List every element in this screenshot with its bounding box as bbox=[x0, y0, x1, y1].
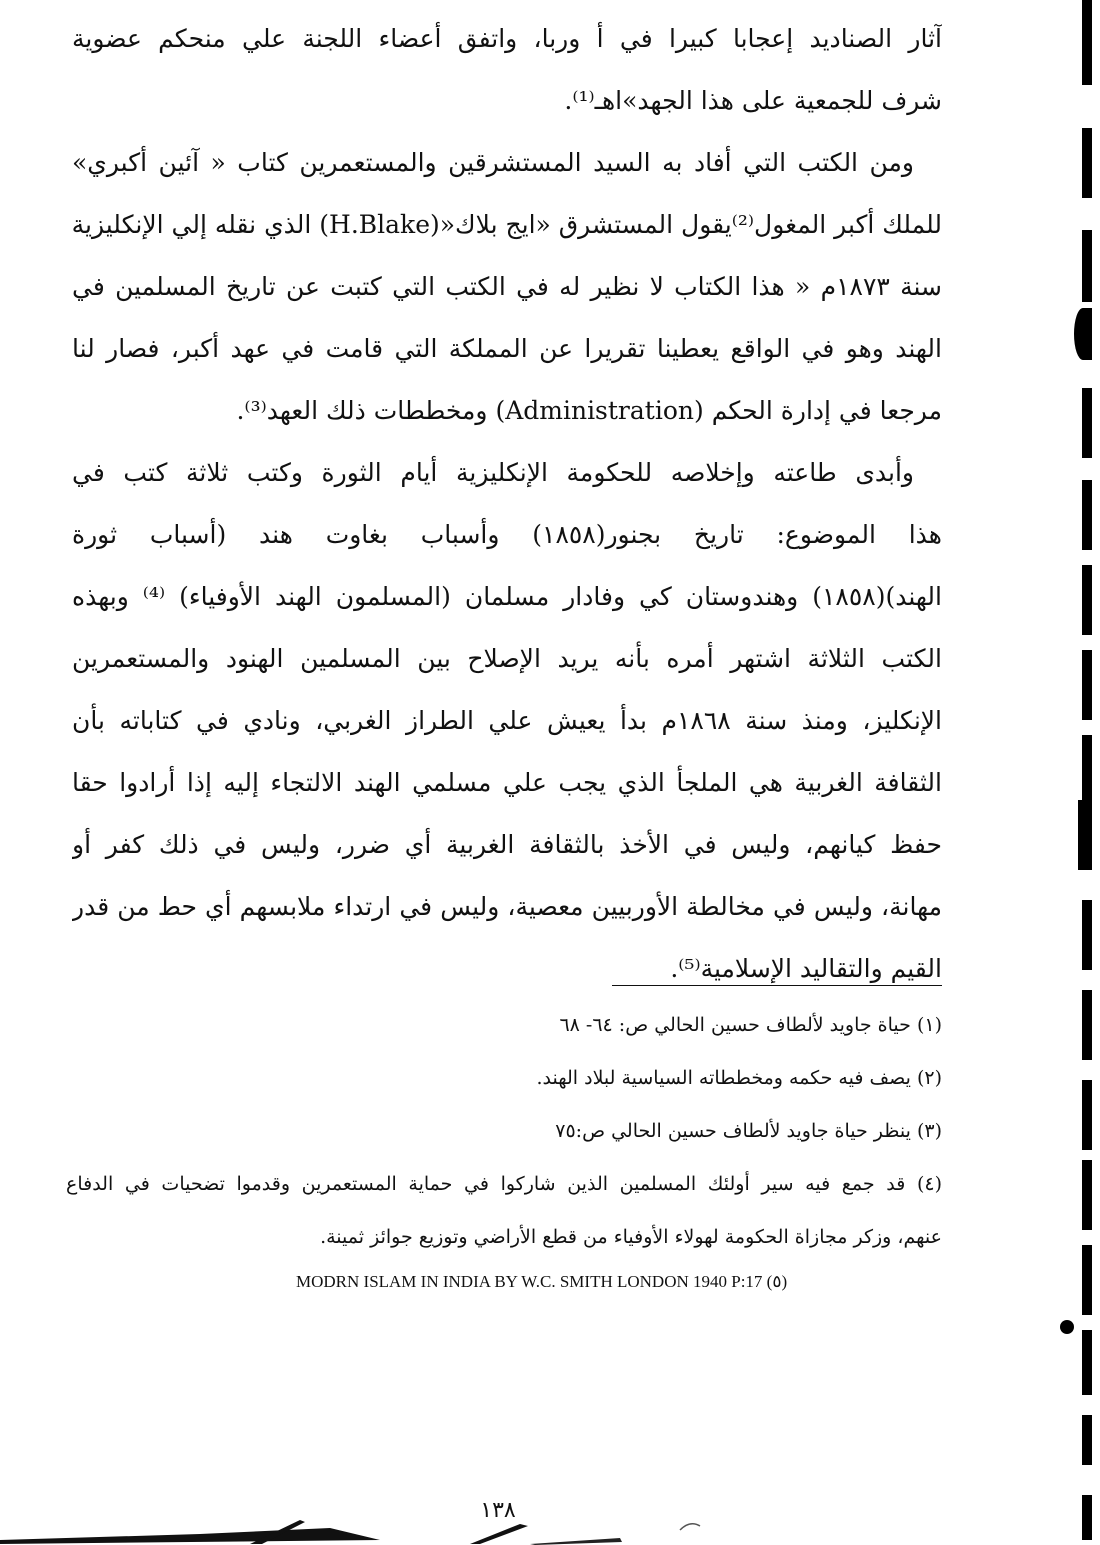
body-line: الكتب الثلاثة اشتهر أمره بأنه يريد الإصلاح بين المسلمين الهنود والمستعمرين bbox=[72, 644, 942, 673]
body-line: ومن الكتب التي أفاد به السيد المستشرقين والمستعمرين كتاب « آئين أكبري» bbox=[72, 148, 914, 177]
body-line: الإنكليز، ومنذ سنة ١٨٦٨م بدأ يعيش علي الطراز الغربي، ونادي في كتاباته بأن bbox=[72, 706, 942, 735]
body-line: حفظ كيانهم، وليس في الأخذ بالثقافة الغربية أي ضرر، وليس في ذلك كفر أو bbox=[72, 830, 942, 859]
footnote-1: (١) حياة جاويد لألطاف حسين الحالي ص: ٦٤- ٦٨ bbox=[559, 1014, 942, 1036]
body-line: القيم والتقاليد الإسلامية⁽⁵⁾. bbox=[670, 954, 942, 983]
footnote-5: MODRN ISLAM IN INDIA BY W.C. SMITH LONDON 1940 P:17 (٥) bbox=[296, 1272, 788, 1291]
body-line: الثقافة الغربية هي الملجأ الذي يجب علي مسلمي الهند الالتجاء إليه إذا أرادوا حقا bbox=[72, 768, 942, 797]
body-line: شرف للجمعية على هذا الجهد»اهـ⁽¹⁾. bbox=[564, 86, 942, 115]
body-line: مرجعا في إدارة الحكم (Administration) ومخططات ذلك العهد⁽³⁾. bbox=[236, 396, 942, 425]
footnotes bbox=[66, 1000, 942, 1305]
footnote-2: (٢) يصف فيه حكمه ومخططاته السياسية لبلاد الهند. bbox=[536, 1067, 942, 1089]
body-line: آثار الصناديد إعجابا كبيرا في أ وربا، واتفق أعضاء اللجنة علي منحكم عضوية bbox=[72, 24, 942, 53]
body-line: سنة ١٨٧٣م « هذا الكتاب لا نظير له في الكتب التي كتبت عن تاريخ المسلمين في bbox=[72, 272, 942, 301]
body-line: الهند وهو في الواقع يعطينا تقريرا عن المملكة التي قامت في عهد أكبر، فصار لنا bbox=[72, 334, 942, 363]
body-text bbox=[72, 8, 942, 1000]
body-line: مهانة، وليس في مخالطة الأوربيين معصية، وليس في ارتداء ملابسهم أي حط من قدر bbox=[72, 892, 942, 921]
footnote-3: (٣) ينظر حياة جاويد لألطاف حسين الحالي ص:٧٥ bbox=[555, 1120, 942, 1142]
footnote-separator bbox=[612, 985, 942, 986]
page-number: ١٣٨ bbox=[480, 1498, 516, 1523]
body-line: وأبدى طاعته وإخلاصه للحكومة الإنكليزية أيام الثورة وكتب ثلاثة كتب في bbox=[72, 458, 914, 487]
binding-marks bbox=[1060, 0, 1100, 1545]
body-line: للملك أكبر المغول⁽²⁾يقول المستشرق «ايج بلاك«(H.Blake) الذي نقله إلي الإنكليزية bbox=[72, 210, 942, 239]
body-line: الهند)(١٨٥٨) وهندوستان كي وفادار مسلمان (المسلمون الهند الأوفياء) ⁽⁴⁾ وبهذه bbox=[72, 582, 942, 611]
footnote-4: (٤) قد جمع فيه سير أولئك المسلمين الذين شاركوا في حماية المستعمرين وقدموا تضحيات في الدفاع bbox=[66, 1173, 942, 1195]
body-line: هذا الموضوع: تاريخ بجنور(١٨٥٨) وأسباب بغاوت هند (أسباب ثورة bbox=[72, 520, 942, 549]
footnote-4-continued: عنهم، وزكر مجازاة الحكومة لهولاء الأوفياء من قطع الأراضي وتوزيع جوائز ثمينة. bbox=[320, 1226, 942, 1248]
scan-edge-smudge bbox=[0, 1500, 760, 1545]
